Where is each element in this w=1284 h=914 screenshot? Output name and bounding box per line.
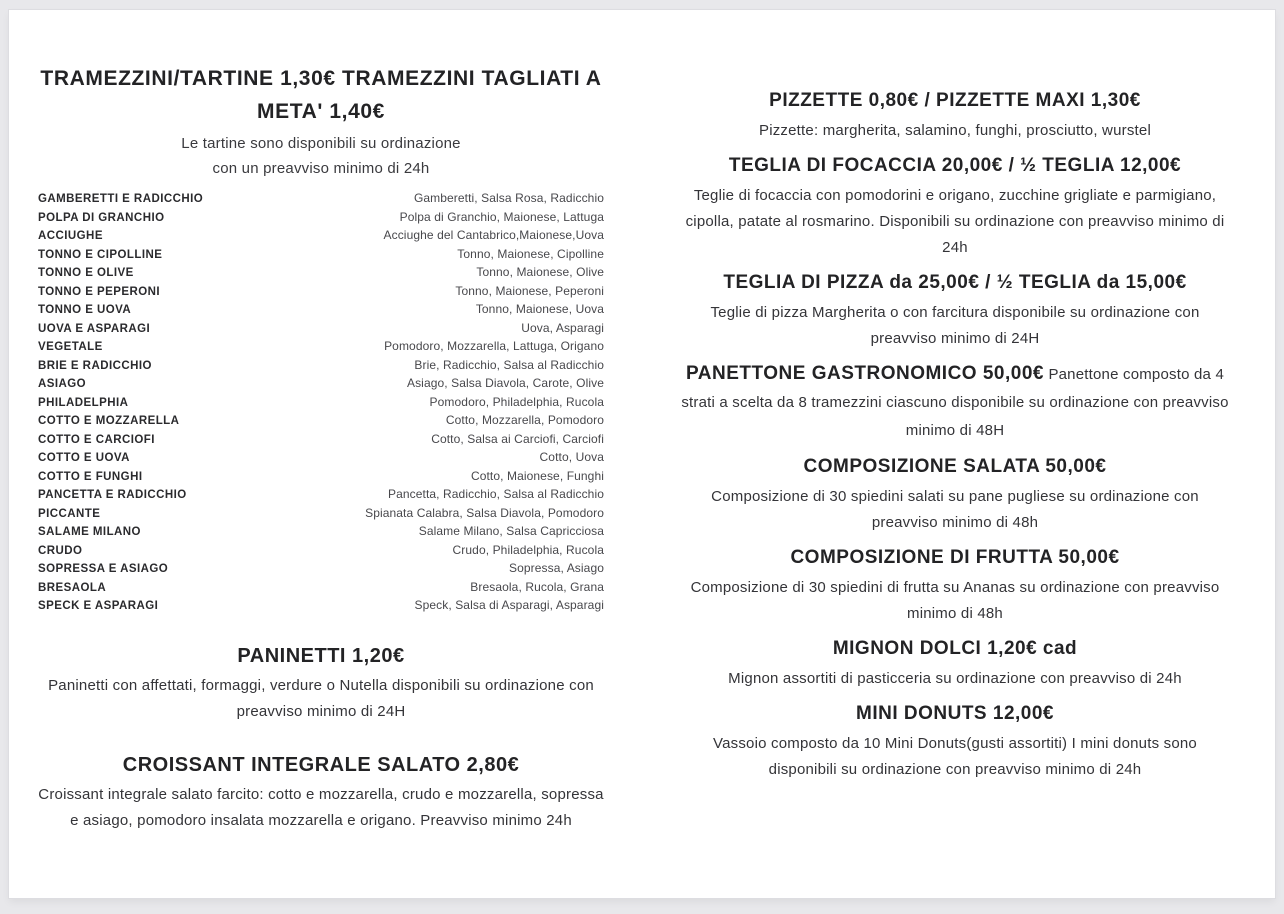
item-name: COTTO E CARCIOFI bbox=[38, 433, 155, 446]
item-ingredients: Tonno, Maionese, Cipolline bbox=[457, 246, 604, 261]
tramezzini-title-block bbox=[38, 62, 604, 181]
section-body: Pizzette: margherita, salamino, funghi, prosciutto, wurstel bbox=[759, 122, 1151, 139]
section-heading: COMPOSIZIONE SALATA 50,00€ bbox=[803, 456, 1107, 477]
menu-section bbox=[679, 86, 1231, 144]
item-name: VEGETALE bbox=[38, 341, 103, 353]
section-body: Teglie di pizza Margherita o con farcitura disponibile su ordinazione con preavviso minimo di 24H bbox=[710, 304, 1200, 347]
item-ingredients: Cotto, Salsa ai Carciofi, Carciofi bbox=[431, 431, 604, 446]
list-item bbox=[38, 394, 604, 413]
tramezzini-list bbox=[38, 190, 604, 616]
section-heading: TEGLIA DI FOCACCIA 20,00€ / ½ TEGLIA 12,00€ bbox=[728, 155, 1182, 176]
menu-section bbox=[679, 452, 1231, 536]
item-name: TONNO E UOVA bbox=[38, 304, 132, 316]
section-body: Vassoio composto da 10 Mini Donuts(gusti assortiti) I mini donuts sono disponibili su ordinazione con preavviso minimo di 24h bbox=[713, 735, 1197, 778]
item-name: SPECK E ASPARAGI bbox=[38, 600, 159, 612]
list-item bbox=[38, 357, 604, 376]
item-name: BRIE E RADICCHIO bbox=[38, 359, 152, 372]
list-item bbox=[38, 338, 604, 357]
item-name: PANCETTA E RADICCHIO bbox=[38, 489, 187, 501]
item-ingredients: Spianata Calabra, Salsa Diavola, Pomodoro bbox=[365, 505, 604, 520]
item-name: COTTO E FUNGHI bbox=[38, 470, 143, 483]
menu-columns bbox=[9, 10, 1275, 834]
menu-section bbox=[679, 151, 1231, 261]
left-sections bbox=[38, 641, 604, 834]
section-heading: PANETTONE GASTRONOMICO 50,00€ bbox=[686, 363, 1044, 384]
item-ingredients: Crudo, Philadelphia, Rucola bbox=[452, 542, 604, 557]
section-heading: PIZZETTE 0,80€ / PIZZETTE MAXI 1,30€ bbox=[769, 90, 1141, 111]
list-item bbox=[38, 209, 604, 228]
item-ingredients: Gamberetti, Salsa Rosa, Radicchio bbox=[413, 191, 604, 205]
left-column bbox=[38, 10, 604, 834]
list-item bbox=[38, 505, 604, 524]
tramezzini-subtitle-line1: Le tartine sono disponibili su ordinazione bbox=[181, 135, 461, 152]
item-name: TONNO E PEPERONI bbox=[38, 285, 161, 298]
menu-section bbox=[679, 699, 1231, 783]
section-body: Panettone composto da 4 strati a scelta da 8 tramezzini ciascuno disponibile su ordinazione con preavviso minimo di 48H bbox=[681, 366, 1229, 439]
list-item bbox=[38, 523, 604, 542]
item-ingredients: Asiago, Salsa Diavola, Carote, Olive bbox=[406, 376, 604, 390]
section-heading: MIGNON DOLCI 1,20€ cad bbox=[832, 638, 1078, 659]
list-item bbox=[38, 320, 604, 339]
section-heading: COMPOSIZIONE DI FRUTTA 50,00€ bbox=[790, 547, 1120, 568]
item-name: POLPA DI GRANCHIO bbox=[38, 211, 165, 224]
right-column bbox=[679, 10, 1231, 790]
item-name: ACCIUGHE bbox=[38, 230, 103, 242]
list-item bbox=[38, 227, 604, 246]
item-name: PHILADELPHIA bbox=[38, 396, 129, 409]
section-body: Mignon assortiti di pasticceria su ordinazione con preavviso di 24h bbox=[728, 670, 1182, 687]
item-name: GAMBERETTI E RADICCHIO bbox=[38, 193, 204, 205]
list-item bbox=[38, 283, 604, 302]
item-name: COTTO E UOVA bbox=[38, 452, 130, 464]
item-ingredients: Uova, Asparagi bbox=[521, 320, 604, 335]
list-item bbox=[38, 597, 604, 616]
menu-section bbox=[38, 641, 604, 725]
item-ingredients: Cotto, Maionese, Funghi bbox=[470, 468, 604, 483]
section-body: Teglie di focaccia con pomodorini e origano, zucchine grigliate e parmigiano, cipolla, patate al rosmarino. Disponibili su ordinazione con preavviso minimo di 24h bbox=[685, 187, 1225, 256]
tramezzini-subtitle bbox=[38, 131, 604, 181]
list-item bbox=[38, 190, 604, 209]
list-item bbox=[38, 246, 604, 265]
item-ingredients: Salame Milano, Salsa Capricciosa bbox=[418, 524, 604, 538]
list-item bbox=[38, 375, 604, 394]
item-ingredients: Speck, Salsa di Asparagi, Asparagi bbox=[414, 598, 604, 612]
list-item bbox=[38, 560, 604, 579]
tramezzini-title: TRAMEZZINI/TARTINE 1,30€ TRAMEZZINI TAGLIATI A META' 1,40€ bbox=[40, 67, 602, 123]
item-ingredients: Cotto, Mozzarella, Pomodoro bbox=[445, 413, 604, 427]
menu-section bbox=[38, 750, 604, 834]
item-ingredients: Cotto, Uova bbox=[539, 450, 604, 464]
item-name: BRESAOLA bbox=[38, 581, 107, 594]
item-ingredients: Tonno, Maionese, Olive bbox=[476, 265, 604, 279]
list-item bbox=[38, 412, 604, 431]
item-ingredients: Sopressa, Asiago bbox=[509, 561, 604, 575]
item-name: TONNO E OLIVE bbox=[38, 267, 134, 279]
list-item bbox=[38, 301, 604, 320]
right-sections bbox=[679, 86, 1231, 783]
section-heading: MINI DONUTS 12,00€ bbox=[856, 703, 1054, 724]
item-name: CRUDO bbox=[38, 544, 83, 557]
item-name: COTTO E MOZZARELLA bbox=[38, 415, 180, 427]
item-ingredients: Pancetta, Radicchio, Salsa al Radicchio bbox=[387, 487, 604, 501]
tramezzini-subtitle-line2: con un preavviso minimo di 24h bbox=[212, 160, 430, 177]
section-heading: PANINETTI 1,20€ bbox=[237, 644, 405, 667]
section-body: Composizione di 30 spiedini salati su pane pugliese su ordinazione con preavviso minimo di 48h bbox=[711, 488, 1199, 531]
item-name: PICCANTE bbox=[38, 507, 101, 520]
item-name: TONNO E CIPOLLINE bbox=[38, 248, 163, 261]
item-ingredients: Pomodoro, Philadelphia, Rucola bbox=[429, 394, 604, 409]
item-ingredients: Tonno, Maionese, Uova bbox=[475, 302, 604, 316]
item-name: ASIAGO bbox=[38, 378, 87, 390]
section-heading: TEGLIA DI PIZZA da 25,00€ / ½ TEGLIA da 15,00€ bbox=[723, 272, 1187, 293]
item-ingredients: Brie, Radicchio, Salsa al Radicchio bbox=[414, 357, 604, 372]
list-item bbox=[38, 264, 604, 283]
list-item bbox=[38, 542, 604, 561]
menu-section bbox=[679, 634, 1231, 692]
item-ingredients: Bresaola, Rucola, Grana bbox=[470, 579, 604, 594]
list-item bbox=[38, 431, 604, 450]
item-name: SALAME MILANO bbox=[38, 526, 141, 538]
menu-sheet bbox=[9, 10, 1275, 898]
item-name: UOVA E ASPARAGI bbox=[38, 322, 151, 335]
menu-section bbox=[679, 268, 1231, 352]
item-ingredients: Pomodoro, Mozzarella, Lattuga, Origano bbox=[384, 339, 604, 353]
item-ingredients: Tonno, Maionese, Peperoni bbox=[455, 283, 604, 298]
list-item bbox=[38, 449, 604, 468]
section-body: Composizione di 30 spiedini di frutta su Ananas su ordinazione con preavviso minimo di 48h bbox=[690, 579, 1220, 622]
section-body: Paninetti con affettati, formaggi, verdure o Nutella disponibili su ordinazione con preavviso minimo di 24H bbox=[48, 676, 594, 720]
list-item bbox=[38, 486, 604, 505]
item-ingredients: Acciughe del Cantabrico,Maionese,Uova bbox=[383, 228, 604, 242]
item-name: SOPRESSA E ASIAGO bbox=[38, 563, 169, 575]
list-item bbox=[38, 468, 604, 487]
item-ingredients: Polpa di Granchio, Maionese, Lattuga bbox=[399, 209, 604, 224]
list-item bbox=[38, 579, 604, 598]
menu-section bbox=[679, 543, 1231, 627]
section-heading: CROISSANT INTEGRALE SALATO 2,80€ bbox=[122, 753, 520, 776]
section-body: Croissant integrale salato farcito: cotto e mozzarella, crudo e mozzarella, sopressa e asiago, pomodoro insalata mozzarella e origano. Preavviso minimo 24h bbox=[38, 785, 604, 829]
menu-section bbox=[679, 359, 1231, 445]
